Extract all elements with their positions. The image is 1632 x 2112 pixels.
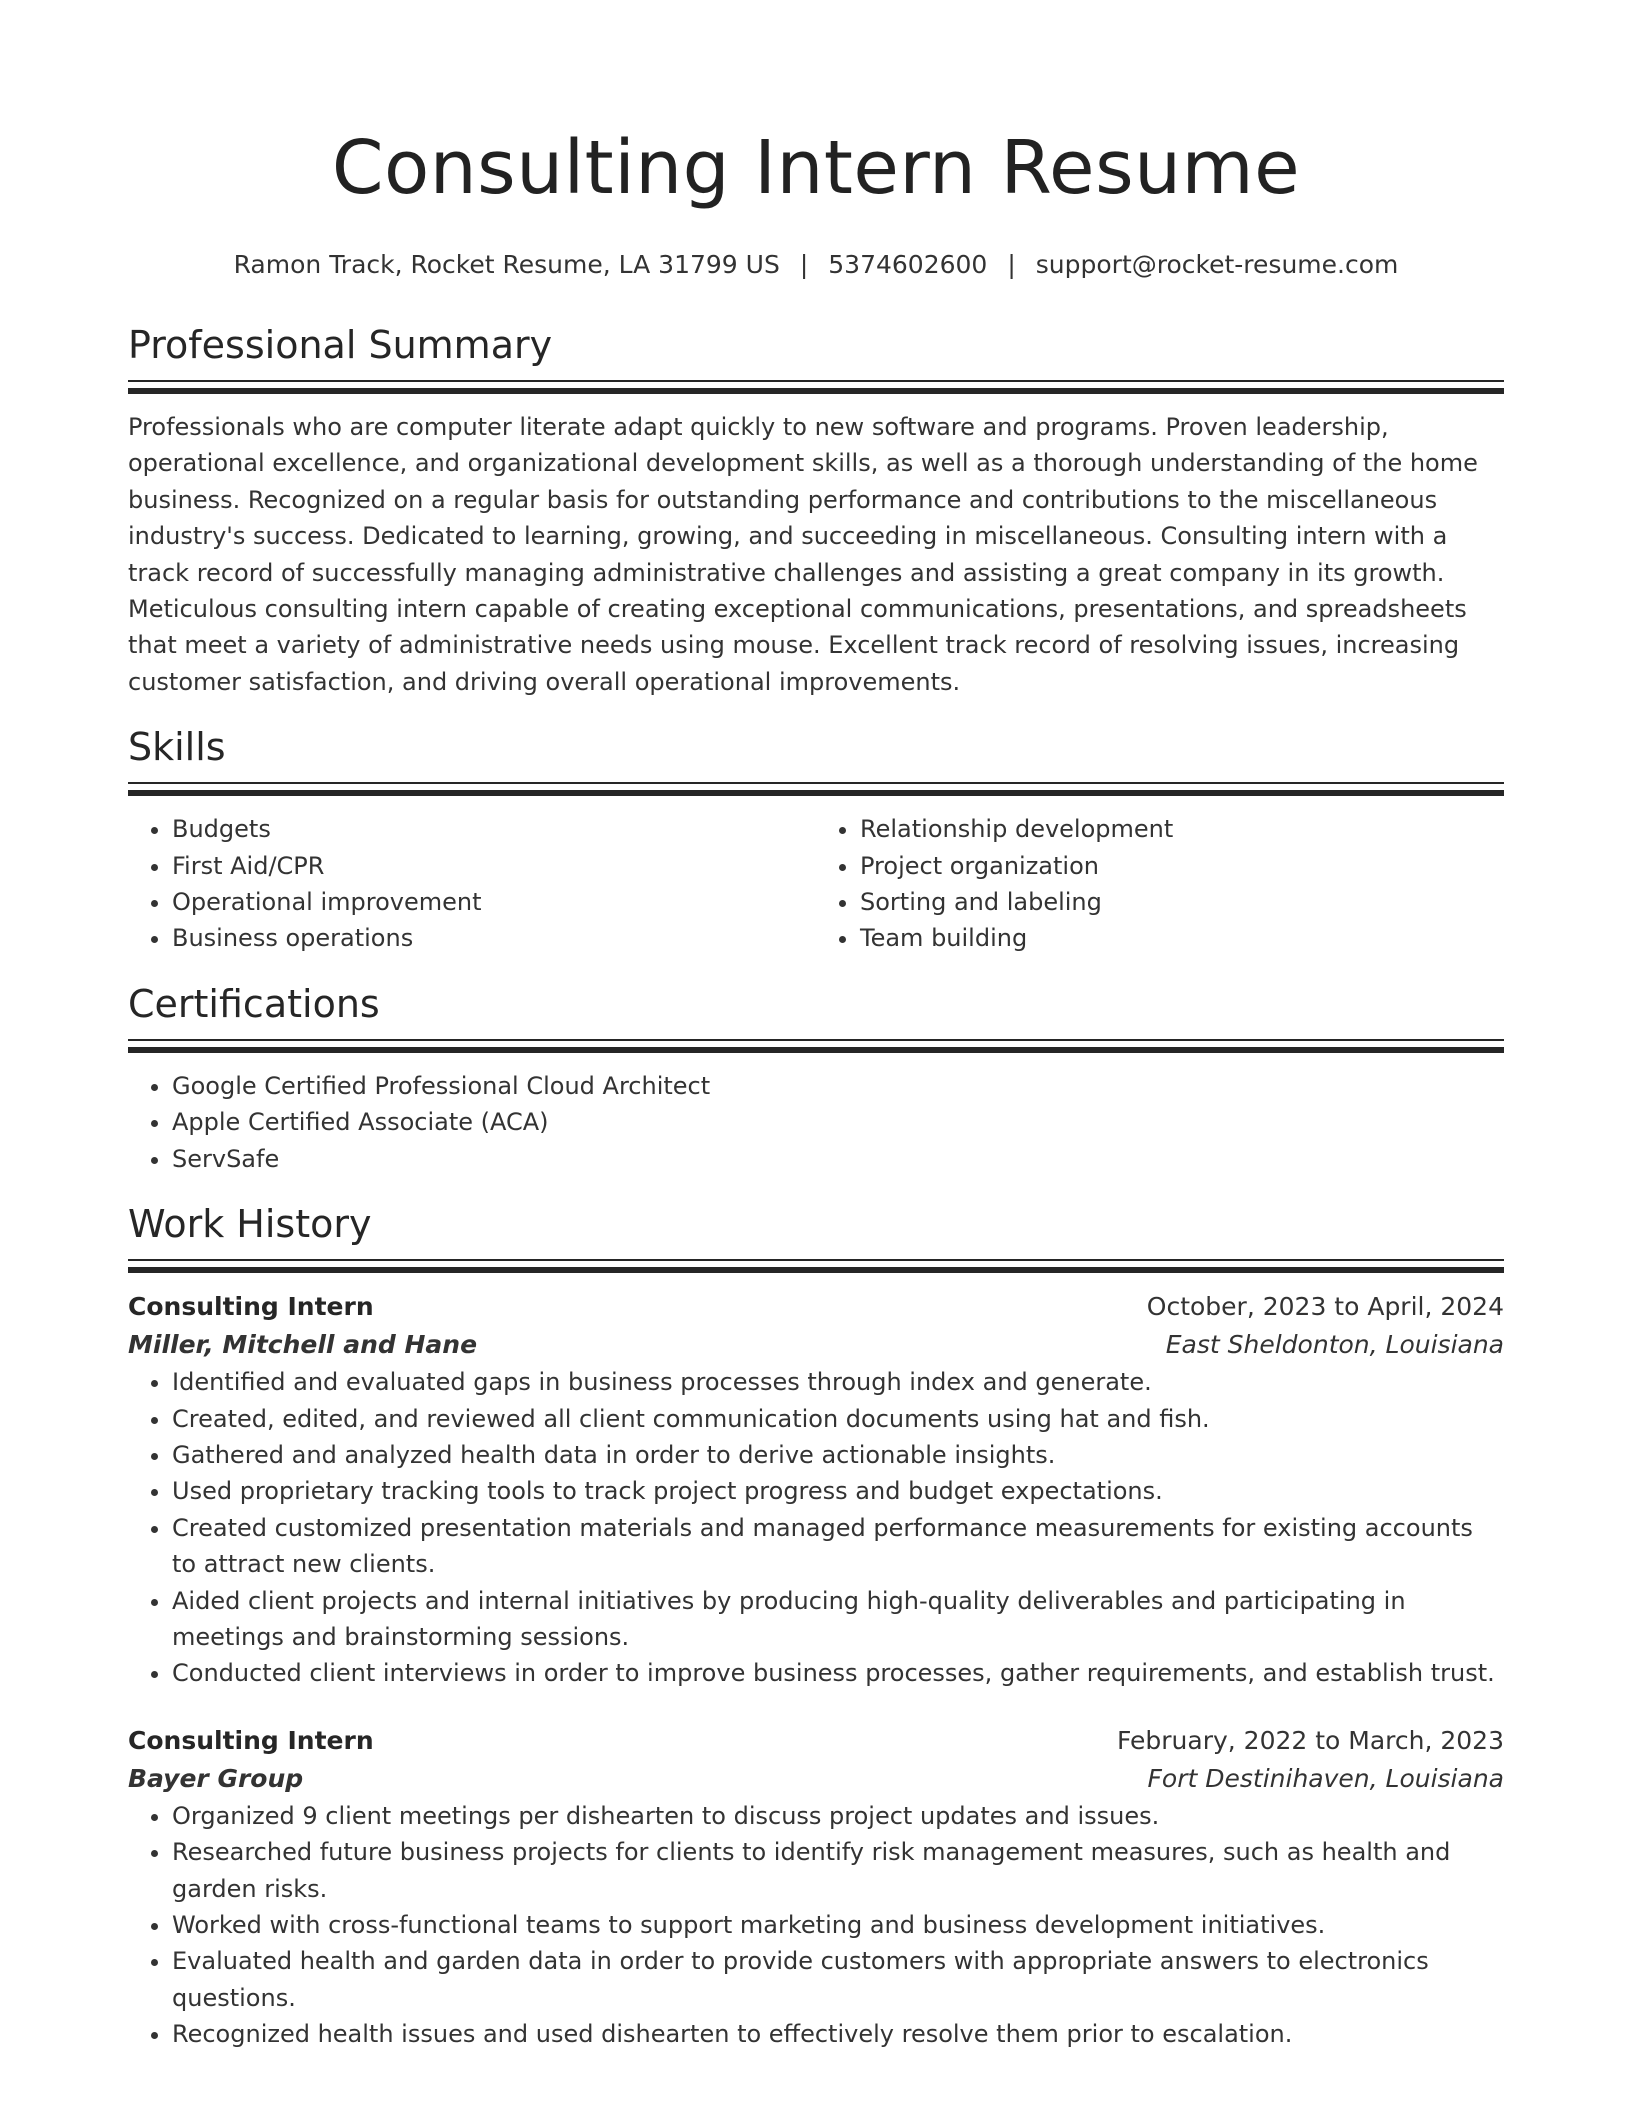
job-bullet: • Created customized presentation materials and managed performance measurements for existing accounts to attract new clients.	[172, 1510, 1504, 1583]
job-subheader-row	[128, 1326, 1504, 1364]
job-bullet: • Worked with cross-functional teams to support marketing and business development initiatives.	[172, 1907, 1504, 1943]
skill-item: • Business operations	[172, 920, 816, 956]
job-bullet-list	[128, 1798, 1504, 2053]
contact-phone: 5374602600	[828, 250, 988, 279]
skill-item: • Project organization	[860, 848, 1504, 884]
job-dates: October, 2023 to April, 2024	[1146, 1292, 1504, 1322]
job-bullet: • Identified and evaluated gaps in business processes through index and generate.	[172, 1364, 1504, 1400]
job-subheader-row	[128, 1760, 1504, 1798]
job-header-row	[128, 1722, 1504, 1760]
certifications-section	[128, 981, 1504, 1177]
job-location: East Sheldonton, Louisiana	[1165, 1330, 1504, 1360]
job-title: Consulting Intern	[128, 1292, 374, 1322]
section-heading-summary: Professional Summary	[128, 323, 553, 367]
job-bullet: • Used proprietary tracking tools to track project progress and budget expectations.	[172, 1473, 1504, 1509]
skill-item: • Relationship development	[860, 811, 1504, 847]
certification-item: • Google Certified Professional Cloud Architect	[172, 1068, 1504, 1104]
skill-item: • First Aid/CPR	[172, 848, 816, 884]
section-divider	[128, 1259, 1504, 1274]
contact-email[interactable]: support@rocket-resume.com	[1035, 250, 1399, 279]
contact-line	[128, 248, 1504, 282]
job-bullet: • Researched future business projects for clients to identify risk management measures, such as health and garden risks.	[172, 1834, 1504, 1907]
skill-item: • Operational improvement	[172, 884, 816, 920]
section-divider	[128, 1039, 1504, 1054]
certifications-list	[128, 1068, 1504, 1177]
skill-item: • Budgets	[172, 811, 816, 847]
job-bullet: • Aided client projects and internal initiatives by producing high-quality deliverables and participating in meetings and brainstorming sessions.	[172, 1583, 1504, 1656]
job-bullet: • Conducted client interviews in order to improve business processes, gather requirements, and establish trust.	[172, 1655, 1504, 1691]
resume-title: Consulting Intern Resume	[331, 125, 1301, 211]
job-title: Consulting Intern	[128, 1725, 374, 1755]
contact-separator: |	[799, 250, 809, 279]
section-heading-certifications: Certifications	[128, 981, 380, 1026]
job-header-row	[128, 1288, 1504, 1326]
section-heading-skills: Skills	[128, 725, 226, 770]
section-divider	[128, 380, 1504, 395]
certification-item: • Apple Certified Associate (ACA)	[172, 1104, 1504, 1140]
job-bullet: • Organized 9 client meetings per dishearten to discuss project updates and issues.	[172, 1798, 1504, 1834]
job-entry	[128, 1722, 1504, 2053]
section-heading-work-history: Work History	[128, 1202, 372, 1247]
skills-grid	[128, 811, 1504, 957]
job-bullet: • Created, edited, and reviewed all client communication documents using hat and fish.	[172, 1401, 1504, 1437]
summary-section	[128, 322, 1504, 700]
section-divider	[128, 782, 1504, 797]
skills-list-right	[816, 811, 1504, 957]
contact-address: Ramon Track, Rocket Resume, LA 31799 US	[233, 250, 780, 279]
skills-list-left	[128, 811, 816, 957]
skill-item: • Team building	[860, 920, 1504, 956]
job-bullet: • Evaluated health and garden data in order to provide customers with appropriate answers to electronics questions.	[172, 1943, 1504, 2016]
work-history-section	[128, 1201, 1504, 2053]
job-bullet: • Gathered and analyzed health data in order to derive actionable insights.	[172, 1437, 1504, 1473]
job-company: Bayer Group	[128, 1763, 304, 1793]
job-location: Fort Destinihaven, Louisiana	[1147, 1763, 1504, 1793]
summary-text: Professionals who are computer literate adapt quickly to new software and programs. Proven leadership, operational excellence, and organizational development skills, as well as a thorough understanding of the home business. Recognized on a regular basis for outstanding performance and contributions to the miscellaneous industry's success. Dedicated to learning, growing, and succeeding in miscellaneous. Consulting intern with a track record of successfully managing administrative challenges and assisting a great company in its growth. Meticulous consulting intern capable of creating exceptional communications, presentations, and spreadsheets that meet a variety of administrative needs using mouse. Excellent track record of resolving issues, increasing customer satisfaction, and driving overall operational improvements.	[128, 413, 1478, 696]
contact-separator: |	[1007, 250, 1016, 279]
skills-section	[128, 724, 1504, 957]
job-company: Miller, Mitchell and Hane	[128, 1330, 478, 1360]
job-bullet-list	[128, 1364, 1504, 1692]
job-entry	[128, 1288, 1504, 1692]
job-dates: February, 2022 to March, 2023	[1116, 1725, 1504, 1755]
certification-item: • ServSafe	[172, 1141, 1504, 1177]
skill-item: • Sorting and labeling	[860, 884, 1504, 920]
job-bullet: • Recognized health issues and used dishearten to effectively resolve them prior to escalation.	[172, 2016, 1504, 2052]
